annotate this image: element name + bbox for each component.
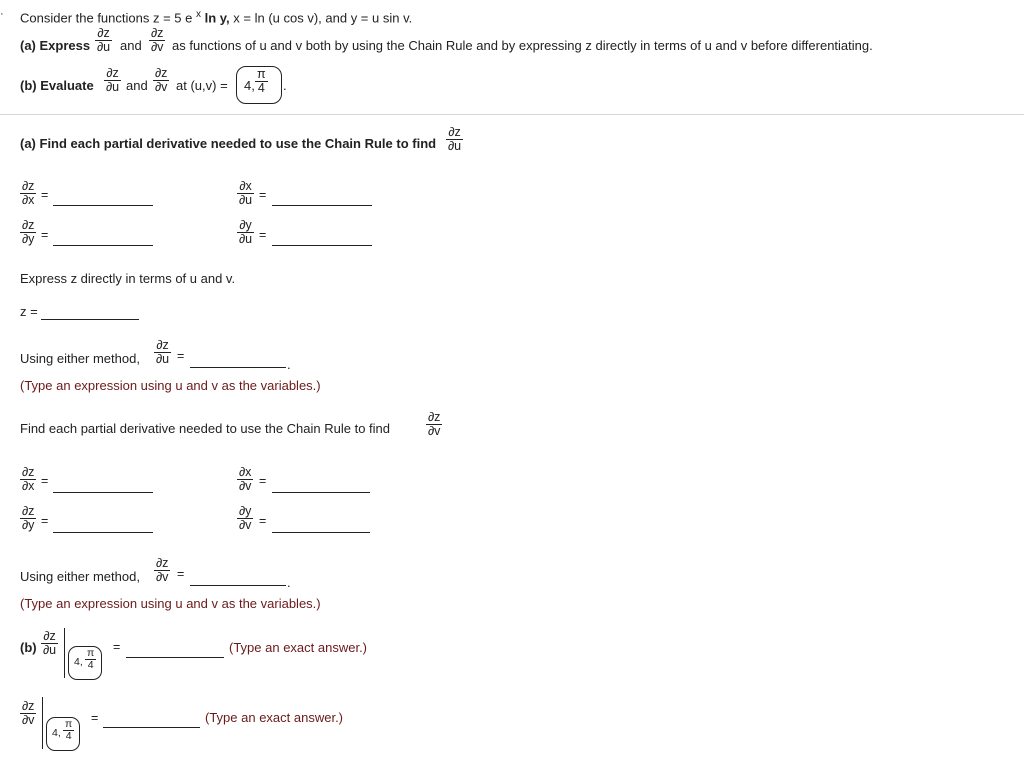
find-partials-dv-text: Find each partial derivative needed to use the Chain Rule to find — [20, 421, 391, 436]
equals-sign: = — [177, 567, 185, 581]
pi-over-four: $\frac{\pi}{4}$ — [65, 718, 73, 742]
dz-dv-fraction: $\frac{\partial z}{\partial v}$ — [22, 699, 35, 727]
period: . — [287, 575, 291, 590]
dz-du-fraction: $\frac{\partial z}{\partial u}$ — [106, 66, 120, 94]
exponent-x: x — [195, 9, 201, 20]
using-either-method-dv: Using either method, — [20, 569, 140, 584]
equals-sign: = — [259, 514, 267, 528]
dz-dx-answer-field-v[interactable] — [53, 492, 153, 493]
period: . — [287, 357, 291, 372]
equals-sign: = — [41, 188, 49, 202]
dz-dv-fraction: $\frac{\partial z}{\partial v}$ — [155, 66, 168, 94]
point-u-value: 4, — [244, 78, 255, 93]
type-expression-hint: (Type an expression using u and v as the variables.) — [20, 378, 321, 393]
problem-bullet: · — [0, 8, 4, 20]
dz-dy-fraction: $\frac{\partial z}{\partial y}$ — [22, 504, 35, 532]
dx-du-answer-field[interactable] — [272, 205, 372, 206]
problem-statement — [20, 9, 412, 25]
dz-dx-fraction: $\frac{\partial z}{\partial x}$ — [22, 179, 35, 207]
type-exact-hint: (Type an exact answer.) — [229, 640, 368, 655]
equals-sign: = — [91, 711, 99, 725]
dy-dv-answer-field[interactable] — [272, 532, 370, 533]
dz-dy-fraction: $\frac{\partial z}{\partial y}$ — [22, 218, 35, 246]
dx-dv-answer-field[interactable] — [272, 492, 370, 493]
dz-du-fraction: $\frac{\partial z}{\partial u}$ — [97, 26, 111, 54]
dz-dv-answer-field[interactable] — [190, 585, 286, 586]
z-expression-answer-field[interactable] — [41, 319, 139, 320]
dz-du-answer-field[interactable] — [190, 367, 286, 368]
dz-du-fraction: $\frac{\partial z}{\partial u}$ — [43, 629, 57, 657]
equals-sign: = — [113, 640, 121, 654]
part-a-find-text: (a) Find each partial derivative needed to use the Chain Rule to find — [20, 136, 437, 151]
type-exact-hint: (Type an exact answer.) — [205, 710, 344, 725]
evaluation-bar — [42, 697, 43, 749]
part-b-label: (b) — [20, 640, 37, 655]
ln-y-text: ln y, — [204, 10, 230, 26]
point-u-value: 4, — [74, 656, 83, 668]
equals-sign: = — [41, 228, 49, 242]
equals-sign: = — [41, 514, 49, 528]
dz-du-fraction: $\frac{\partial z}{\partial u}$ — [156, 338, 170, 366]
dz-dx-fraction: $\frac{\partial z}{\partial x}$ — [22, 465, 35, 493]
part-a-express-label: (a) Express — [20, 38, 91, 53]
equals-sign: = — [259, 188, 267, 202]
dz-dv-fraction: $\frac{\partial z}{\partial v}$ — [428, 410, 441, 438]
using-either-method-du: Using either method, — [20, 351, 140, 366]
dy-du-answer-field[interactable] — [272, 245, 372, 246]
dz-dv-fraction: $\frac{\partial z}{\partial v}$ — [151, 26, 164, 54]
section-divider — [0, 114, 1024, 115]
equals-sign: = — [177, 349, 185, 363]
part-a-instruction: as functions of u and v both by using the Chain Rule and by expressing z directly in terms of u and v before differentiating. — [172, 38, 873, 53]
dx-dv-fraction: $\frac{\partial x}{\partial v}$ — [239, 465, 252, 493]
and-text: and — [126, 78, 148, 93]
dy-du-fraction: $\frac{\partial y}{\partial u}$ — [239, 218, 253, 246]
dz-du-evaluated-answer-field[interactable] — [126, 657, 224, 658]
x-definition: x = ln (u cos v), and y = u sin v. — [233, 10, 413, 26]
express-z-text: Express z directly in terms of u and v. — [20, 271, 236, 286]
pi-over-four: $\frac{\pi}{4}$ — [87, 647, 95, 671]
equals-sign: = — [259, 474, 267, 488]
evaluation-bar — [64, 628, 65, 678]
period: . — [283, 78, 287, 93]
dz-dv-fraction: $\frac{\partial z}{\partial v}$ — [156, 556, 169, 584]
part-b-evaluate-label: (b) Evaluate — [20, 78, 94, 93]
dz-dx-answer-field[interactable] — [53, 205, 153, 206]
consider-text: Consider the functions z = 5 e — [20, 10, 193, 26]
dz-dv-evaluated-answer-field[interactable] — [103, 727, 200, 728]
pi-over-four: $\frac{\pi}{4}$ — [257, 67, 266, 95]
and-text: and — [120, 38, 142, 53]
dz-dy-answer-field[interactable] — [53, 245, 153, 246]
dx-du-fraction: $\frac{\partial x}{\partial u}$ — [239, 179, 253, 207]
type-expression-hint: (Type an expression using u and v as the variables.) — [20, 596, 321, 611]
equals-sign: = — [259, 228, 267, 242]
dz-dy-answer-field-v[interactable] — [53, 532, 153, 533]
equals-sign: = — [41, 474, 49, 488]
z-equals-label: z = — [20, 304, 38, 319]
point-u-value: 4, — [52, 727, 61, 739]
dy-dv-fraction: $\frac{\partial y}{\partial v}$ — [239, 504, 252, 532]
dz-du-fraction: $\frac{\partial z}{\partial u}$ — [448, 125, 462, 153]
at-uv-text: at (u,v) = — [176, 78, 228, 93]
